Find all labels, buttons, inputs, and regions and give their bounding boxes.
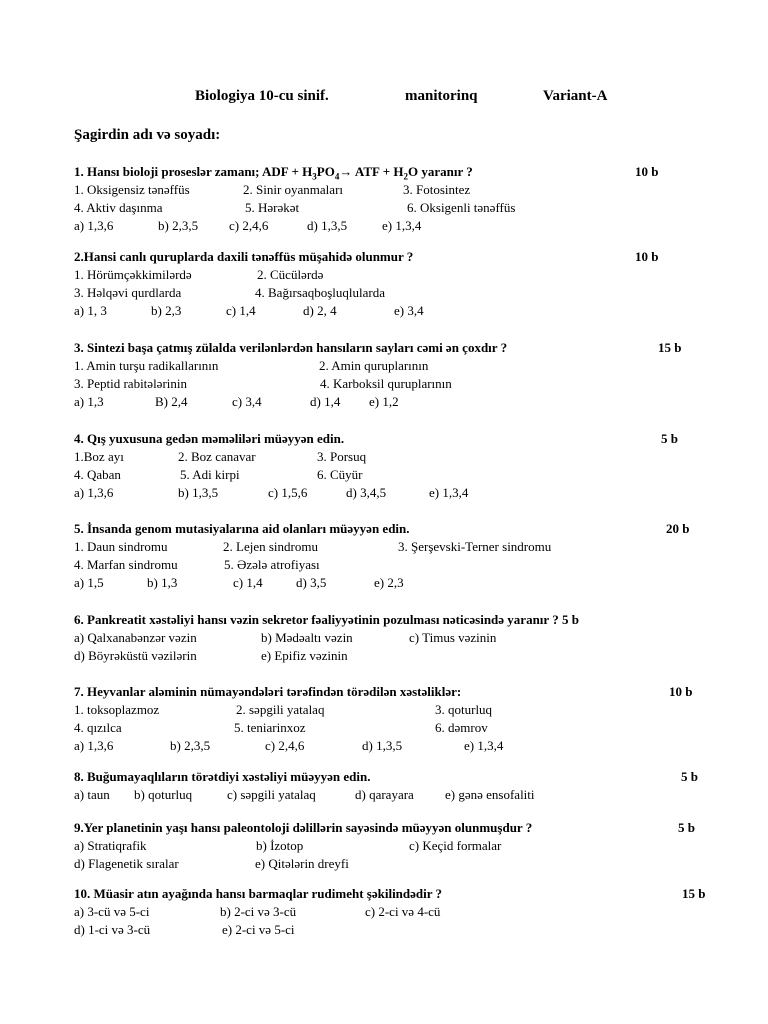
question-text: 4. Qış yuxusuna gedən məməliləri müəyyən edin. 5 b	[74, 431, 678, 446]
answer-row: a) 1,3,6 b) 2,3,5 c) 2,4,6 d) 1,3,5 e) 1,3,4	[74, 738, 504, 753]
question-4	[74, 430, 714, 502]
answer-row: a) 1, 3 b) 2,3 c) 1,4 d) 2, 4 e) 3,4	[74, 303, 424, 318]
option-row: d) 1-ci və 3-cü e) 2-ci və 5-ci	[74, 922, 295, 937]
points: 5 b	[678, 820, 695, 835]
question-text: 9.Yer planetinin yaşı hansı paleontoloji dəlillərin sayəsində müəyyən olunmuşdur ? 5 b	[74, 820, 695, 835]
variant-label: Variant-A	[543, 88, 608, 104]
option-row: 3. Peptid rabitələrinin 4. Karboksil quruplarının	[74, 376, 452, 391]
points: 10 b	[635, 249, 659, 264]
question-6	[74, 611, 714, 665]
option-row: 3. Həlqəvi qurdlarda 4. Bağırsaqboşluqlularda	[74, 285, 385, 300]
question-1	[74, 163, 714, 235]
question-text: 5. İnsanda genom mutasiyalarına aid olanları müəyyən edin. 20 b	[74, 521, 690, 536]
points: 10 b	[669, 684, 693, 699]
option-row: 1. toksoplazmoz 2. səpgili yatalaq 3. qoturluq	[74, 702, 493, 717]
question-text: 10. Müasir atın ayağında hansı barmaqlar rudimeht şəkilindədir ? 15 b	[74, 886, 706, 901]
points: 15 b	[682, 886, 706, 901]
answer-row: a) taun b) qoturluq c) səpgili yatalaq d) qarayara e) gənə ensofaliti	[74, 787, 535, 802]
option-row: 4. Qaban 5. Adi kirpi 6. Cüyür	[74, 467, 363, 482]
option-row: 4. Aktiv daşınma 5. Hərəkət 6. Oksigenli tənəffüs	[74, 200, 516, 215]
student-name-label: Şagirdin adı və soyadı:	[74, 127, 221, 143]
option-row: 1. Oksigensiz tənəffüs 2. Sinir oyanmaları 3. Fotosintez	[74, 182, 471, 197]
question-2	[74, 248, 714, 320]
answer-row: a) 1,3 B) 2,4 c) 3,4 d) 1,4 e) 1,2	[74, 394, 399, 409]
option-row: 4. qızılca 5. teniarinxoz 6. dəmrov	[74, 720, 488, 735]
points: 10 b	[635, 164, 659, 179]
points: 5 b	[661, 431, 678, 446]
option-row: a) 3-cü və 5-ci b) 2-ci və 3-cü c) 2-ci və 4-cü	[74, 904, 441, 919]
question-5	[74, 520, 714, 592]
question-text: 1. Hansı bioloji proseslər zamanı; ADF + $H_3PO_4\to$ ATF + $H_2O$ yaranır ? 10 b	[74, 164, 659, 182]
points: 5 b	[681, 769, 698, 784]
option-row: a) Qalxanabənzər vəzin b) Mədəaltı vəzin c) Timus vəzinin	[74, 630, 497, 645]
option-row: 1. Hörümçəkkimilərdə 2. Cücülərdə	[74, 267, 324, 282]
points: 20 b	[666, 521, 690, 536]
question-10	[74, 885, 714, 939]
points: 15 b	[658, 340, 682, 355]
option-row: d) Flagenetik sıralar e) Qitələrin dreyfi	[74, 856, 349, 871]
test-type: manitorinq	[405, 88, 478, 104]
question-text: 8. Buğumayaqlıların törətdiyi xəstəliyi müəyyən edin. 5 b	[74, 769, 698, 784]
question-9	[74, 819, 714, 873]
answer-row: a) 1,5 b) 1,3 c) 1,4 d) 3,5 e) 2,3	[74, 575, 404, 590]
option-row: a) Stratiqrafik b) İzotop c) Keçid formalar	[74, 838, 502, 853]
option-row: d) Böyrəküstü vəzilərin e) Epifiz vəzinin	[74, 648, 348, 663]
option-row: 4. Marfan sindromu 5. Əzələ atrofiyası	[74, 557, 320, 572]
question-8	[74, 768, 714, 804]
subject-title: Biologiya 10-cu sinif.	[195, 88, 329, 104]
answer-row: a) 1,3,6 b) 2,3,5 c) 2,4,6 d) 1,3,5 e) 1,3,4	[74, 218, 422, 233]
question-text: 6. Pankreatit xəstəliyi hansı vəzin sekretor fəaliyyətinin pozulması nəticəsində yaranır ? 5 b	[74, 612, 579, 627]
question-text: 3. Sintezi başa çatmış zülalda verilənlərdən hansıların sayları cəmi ən çoxdır ? 15 b	[74, 340, 682, 355]
question-text: 7. Heyvanlar aləminin nümayəndələri tərəfindən törədilən xəstəliklər: 10 b	[74, 684, 693, 699]
question-text: 2.Hansi canlı quruplarda daxili tənəffüs müşahidə olunmur ? 10 b	[74, 249, 659, 264]
question-7	[74, 683, 714, 755]
option-row: 1. Amin turşu radikallarının 2. Amin quruplarının	[74, 358, 429, 373]
option-row: 1. Daun sindromu 2. Lejen sindromu 3. Şerşevski-Terner sindromu	[74, 539, 552, 554]
option-row: 1.Boz ayı 2. Boz canavar 3. Porsuq	[74, 449, 367, 464]
answer-row: a) 1,3,6 b) 1,3,5 c) 1,5,6 d) 3,4,5 e) 1,3,4	[74, 485, 469, 500]
question-3	[74, 339, 714, 411]
